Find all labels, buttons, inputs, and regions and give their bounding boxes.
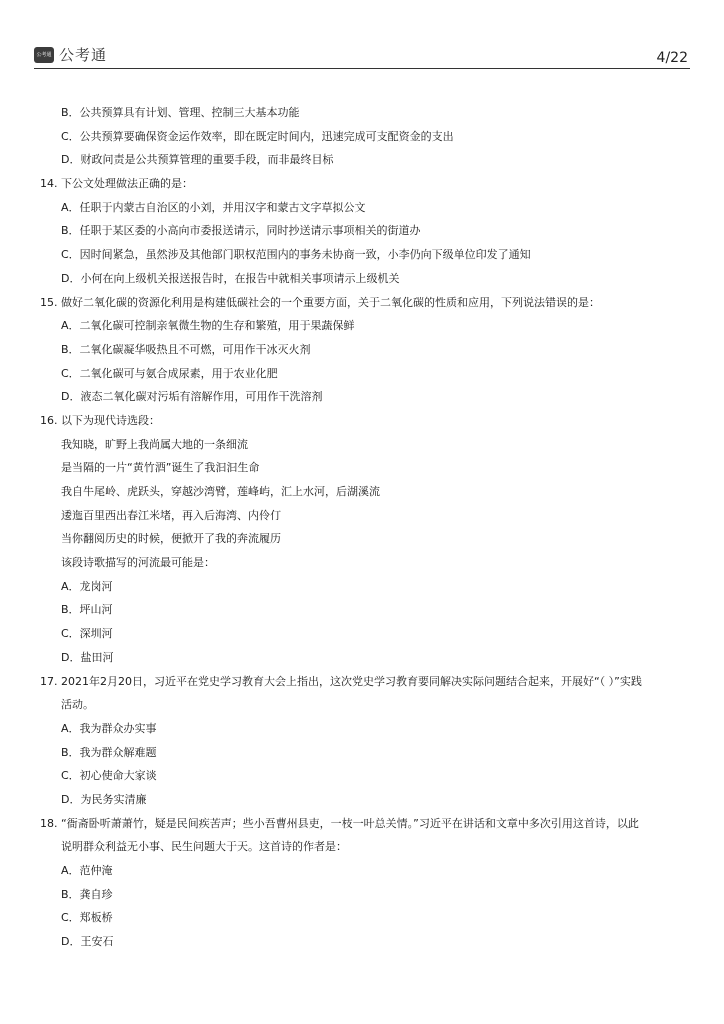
question-line: C．二氧化碳可与氨合成尿素，用于农业化肥 [61,366,278,380]
question-line: D．小何在向上级机关报送报告时，在报告中就相关事项请示上级机关 [61,271,400,285]
question-line: B．坪山河 [61,603,113,617]
question-line: C．因时间紧急，虽然涉及其他部门职权范围内的事务未协商一致，小李仍向下级单位印发了通知 [61,248,531,262]
page-number: 4/22 [656,50,688,66]
page-header [34,40,690,69]
question-content [40,101,700,954]
question-stem: 17. 2021年2月20日，习近平在党史学习教育大会上指出，这次党史学习教育要同解决实际问题结合起来，开展好“（ ）”实践 [40,674,642,688]
question-line: A．龙岗河 [61,579,113,593]
question-line: B．任职于某区委的小高向市委报送请示，同时抄送请示事项相关的街道办 [61,224,421,238]
question-line: D．财政问责是公共预算管理的重要手段，而非最终目标 [61,153,334,167]
question-line: C．初心使命大家谈 [61,769,157,783]
question-stem: 14. 下公文处理做法正确的是： [40,177,193,191]
logo-mark: 公考通 [34,47,54,63]
question-line: D．盐田河 [61,650,114,664]
question-line: A．范仲淹 [61,864,113,877]
question-line: C．深圳河 [61,627,113,641]
question-stem: 16. 以下为现代诗选段： [40,413,160,427]
question-line: D．液态二氧化碳对污垢有溶解作用，可用作干洗溶剂 [61,390,323,404]
question-line: 该段诗歌描写的河流最可能是： [61,556,215,570]
question-line: B．二氧化碳凝华吸热且不可燃，可用作干冰灭火剂 [61,342,311,356]
question-line: 是当隔的一片“黄竹酒”诞生了我汩汩生命 [61,461,260,475]
question-line: 活动。 [61,698,94,712]
question-line: D．为民务实清廉 [61,792,147,806]
question-line: 我知晓，旷野上我尚属大地的一条细流 [61,437,248,451]
brand-logo [34,44,107,65]
question-line: C．公共预算要确保资金运作效率，即在既定时间内，迅速完成可支配资金的支出 [61,129,454,143]
logo-text: 公考通 [59,46,108,64]
question-line: 我自牛尾岭、虎跃头，穿越沙湾臂，莲峰屿，汇上水河，后湖溪流 [61,485,380,498]
question-stem: 18. “衙斋卧听萧萧竹，疑是民间疾苦声；些小吾曹州县吏，一枝一叶总关情。”习近平在讲话和文章中多次引用这首诗，以此 [40,816,639,830]
question-line: A．二氧化碳可控制亲氧微生物的生存和繁殖，用于果蔬保鲜 [61,319,355,333]
question-line: A．任职于内蒙古自治区的小刘，并用汉字和蒙古文字草拟公文 [61,200,366,214]
question-line: A．我为群众办实事 [61,721,157,735]
question-line: 逶迤百里西出春江米堵，再入后海湾、内伶仃 [61,508,281,522]
question-line: 说明群众利益无小事、民生问题大于天。这首诗的作者是： [61,840,347,854]
question-stem: 15. 做好二氧化碳的资源化利用是构建低碳社会的一个重要方面，关于二氧化碳的性质和应用，下列说法错误的是： [40,295,600,309]
question-line: 当你翻阅历史的时候，便掀开了我的奔流履历 [61,532,281,546]
question-line: B．我为群众解难题 [61,745,157,759]
question-line: D．王安石 [61,935,114,949]
question-line: B．公共预算具有计划、管理、控制三大基本功能 [61,106,300,119]
question-line: C．郑板桥 [61,911,113,925]
question-line: B．龚自珍 [61,887,113,901]
